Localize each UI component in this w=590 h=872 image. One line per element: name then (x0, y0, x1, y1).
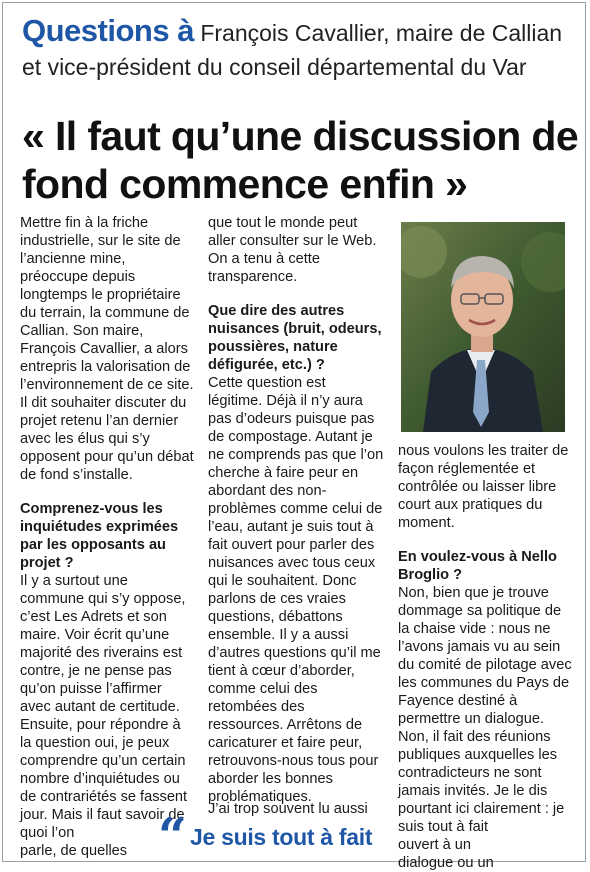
column-3-bottom (398, 818, 528, 872)
answer-2-part-2: J’ai trop souvent lu aussi (208, 801, 368, 817)
column-1 (20, 214, 196, 860)
answer-2-part-1: Cette question est légitime. Déjà il n’y aura pas d’odeurs puisque pas de compostage. Autant je ne comprends pas que l’on cherche à faire peur en abordant des non-problèmes comme celui de l’eau, autant je suis tout à fait ouvert pour parler des nuisances avec tous ceux qui le souhaitent. Donc parlons de ces vraies questions, débattons ensemble. Il y a aussi d’autres questions qu’il me tient à cœur d’aborder, comme celui des retombées des ressources. Arrêtons de caricaturer et faire peur, retrouvons-nous tous pour aborder les bonnes problématiques. (208, 375, 384, 805)
portrait-photo (401, 222, 565, 432)
answer-1-part-3: que tout le monde peut aller consulter sur le Web. On a tenu à cette transparence. (208, 215, 377, 285)
portrait-illustration (401, 222, 565, 432)
question-3: En voulez-vous à Nello Broglio ? (398, 549, 557, 583)
article-headline: « Il faut qu’une discussion de fond commence enfin » (22, 113, 579, 207)
column-2 (208, 214, 384, 806)
kicker-lead: Questions à (22, 13, 194, 48)
column-2-bottom (208, 800, 384, 818)
quote-mark-icon: “ (158, 806, 187, 865)
answer-3-part-1: Non, bien que je trouve dommage sa politique de la chaise vide : nous ne l’avons jamais vu au sein du comité de pilotage avec les communes du Pays de Fayence destiné à permettre un dialogue. Non, il fait des réunions publiques auxquelles les contradicteurs ne sont jamais invités. Je le dis pourtant ici clairement : je (398, 585, 572, 817)
article-kicker (22, 14, 582, 84)
answer-1-part-2: parle, de quelles (20, 843, 128, 859)
answer-3-part-2: suis tout à fait ouvert à un dialogue ou un (398, 819, 494, 871)
kicker-subject: François Cavallier, maire de Callian et vice-président du conseil départemental du Var (22, 20, 563, 80)
intro-paragraph: Mettre fin à la friche industrielle, sur le site de l’ancienne mine, préoccupe depuis longtemps le propriétaire du terrain, la commune de Callian. Son maire, François Cavallier, a alors entrepris la valorisation de l’environnement de ce site. Il dit souhaiter discuter du projet retenu l’an dernier avec les élus qui s’y opposent pour qu’un débat de fond s’installe. (20, 215, 194, 483)
answer-2-part-3: nous voulons les traiter de façon réglementée et contrôlée ou laisser libre court aux pratiques du moment. (398, 443, 569, 531)
column-3 (398, 442, 574, 818)
pull-quote-text: Je suis tout à fait (190, 824, 373, 850)
question-1: Comprenez-vous les inquiétudes exprimées par les opposants au projet ? (20, 501, 179, 571)
question-2: Que dire des autres nuisances (bruit, odeurs, poussières, nature défigurée, etc.) ? (208, 303, 382, 373)
answer-1-part-1: Il y a surtout une commune qui s’y oppose, c’est Les Adrets et son maire. Voir écrit qu’une majorité des riverains est contre, je ne pense pas qu’on puisse l’affirmer avec autant de certitude. Ensuite, pour répondre à la question oui, je peux comprendre qu’un certain nombre d’inquiétudes ou de contrariétés se fassent jour. Mais il faut savoir de quoi l’on (20, 573, 188, 841)
